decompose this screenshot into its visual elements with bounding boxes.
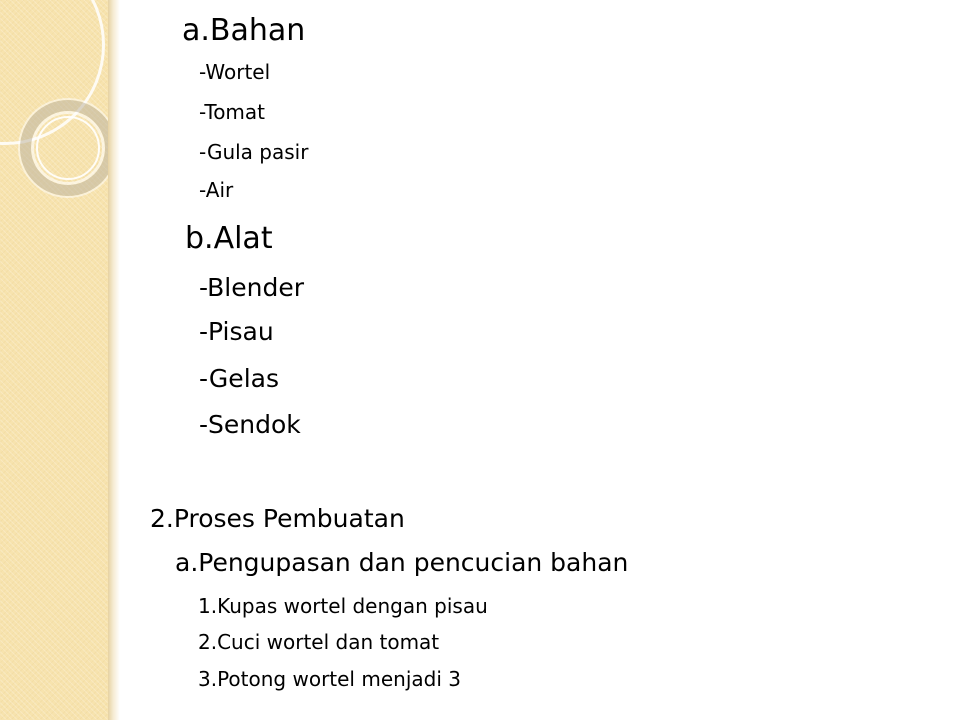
decorative-band-edge [108, 0, 120, 720]
alat-heading: b.Alat [185, 221, 273, 256]
decorative-ring-small [36, 116, 100, 180]
alat-item: -Pisau [199, 317, 274, 346]
bahan-item: -Wortel [199, 60, 271, 84]
proses-sub-heading: a.Pengupasan dan pencucian bahan [175, 548, 629, 577]
bahan-heading: a.Bahan [182, 13, 306, 48]
proses-step: 1.Kupas wortel dengan pisau [198, 594, 488, 618]
alat-item: -Gelas [199, 364, 279, 393]
alat-item: -Blender [199, 273, 304, 302]
proses-step: 3.Potong wortel menjadi 3 [198, 667, 461, 691]
proses-step: 2.Cuci wortel dan tomat [198, 630, 440, 654]
bahan-item: -Tomat [199, 100, 266, 124]
bahan-item: -Air [199, 178, 234, 202]
bahan-item: -Gula pasir [199, 140, 309, 164]
alat-item: -Sendok [199, 410, 301, 439]
decorative-side-band [0, 0, 108, 720]
proses-heading: 2.Proses Pembuatan [150, 504, 405, 533]
